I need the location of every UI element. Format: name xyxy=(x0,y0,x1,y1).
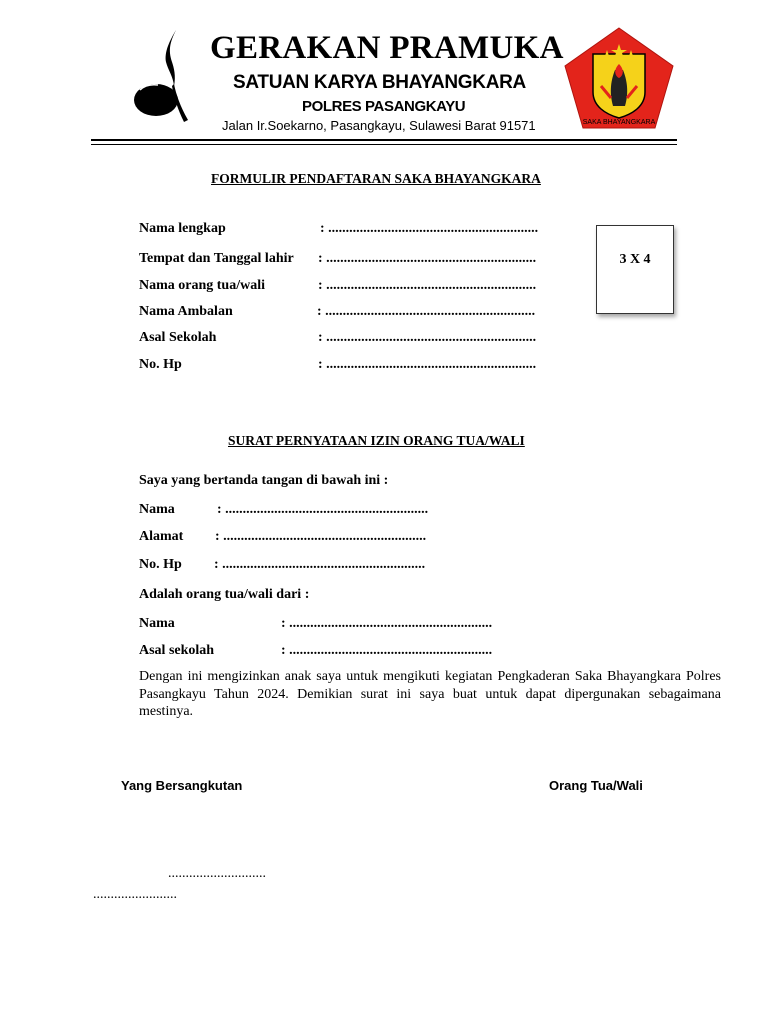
field-value-nama-orang-tua[interactable]: : ............................................................ xyxy=(318,278,537,293)
field-value-no-hp[interactable]: : ............................................................ xyxy=(318,357,537,372)
statement-title: SURAT PERNYATAAN IZIN ORANG TUA/WALI xyxy=(228,433,525,448)
photo-size-label: 3 X 4 xyxy=(619,251,651,267)
permission-paragraph: Dengan ini mengizinkan anak saya untuk mengikuti kegiatan Pengkaderan Saka Bhayangkara Polres Pasangkayu Tahun 2024. Demikian surat ini saya buat untuk dapat dipergunakan sebagaimana mestinya. xyxy=(139,669,721,719)
field-label-nama-orang-tua: Nama orang tua/wali xyxy=(139,278,265,293)
parent-label-nama: Nama xyxy=(139,502,175,517)
statement-intro: Saya yang bertanda tangan di bawah ini : xyxy=(139,473,389,488)
org-address: Jalan Ir.Soekarno, Pasangkayu, Sulawesi Barat 91571 xyxy=(222,118,536,133)
signature-label-parent: Orang Tua/Wali xyxy=(549,778,643,793)
org-title: GERAKAN PRAMUKA xyxy=(210,30,564,66)
form-title: FORMULIR PENDAFTARAN SAKA BHAYANGKARA xyxy=(211,171,541,186)
signature-line-2: ........................ xyxy=(93,887,177,902)
photo-box xyxy=(596,225,674,314)
parent-label-no-hp: No. Hp xyxy=(139,557,182,572)
header-divider xyxy=(91,139,677,141)
parent-value-no-hp[interactable]: : .......................................................... xyxy=(214,557,426,572)
child-intro: Adalah orang tua/wali dari : xyxy=(139,587,310,602)
header-divider-thin xyxy=(91,144,677,145)
child-label-asal-sekolah: Asal sekolah xyxy=(139,643,215,658)
signature-label-applicant: Yang Bersangkutan xyxy=(121,778,243,793)
pramuka-logo xyxy=(130,28,192,128)
field-value-nama-lengkap[interactable]: : ............................................................ xyxy=(320,221,539,236)
child-label-nama: Nama xyxy=(139,616,175,631)
org-unit: POLRES PASANGKAYU xyxy=(302,98,466,115)
org-subtitle: SATUAN KARYA BHAYANGKARA xyxy=(233,72,526,93)
field-label-nama-ambalan: Nama Ambalan xyxy=(139,304,233,319)
parent-value-alamat[interactable]: : .......................................................... xyxy=(215,529,427,544)
field-label-asal-sekolah: Asal Sekolah xyxy=(139,330,217,345)
parent-value-nama[interactable]: : .......................................................... xyxy=(217,502,429,517)
parent-label-alamat: Alamat xyxy=(139,529,184,544)
field-value-tempat-tanggal-lahir[interactable]: : ............................................................ xyxy=(318,251,537,266)
child-value-asal-sekolah[interactable]: : .......................................................... xyxy=(281,643,493,658)
saka-bhayangkara-logo xyxy=(563,26,675,130)
field-label-no-hp: No. Hp xyxy=(139,357,182,372)
saka-logo-text: SAKA BHAYANGKARA xyxy=(582,119,656,126)
field-value-nama-ambalan[interactable]: : ............................................................ xyxy=(317,304,536,319)
signature-line-1: ............................ xyxy=(168,866,266,881)
child-value-nama[interactable]: : .......................................................... xyxy=(281,616,493,631)
field-label-nama-lengkap: Nama lengkap xyxy=(139,221,226,236)
field-label-tempat-tanggal-lahir: Tempat dan Tanggal lahir xyxy=(139,251,294,266)
field-value-asal-sekolah[interactable]: : ............................................................ xyxy=(318,330,537,345)
